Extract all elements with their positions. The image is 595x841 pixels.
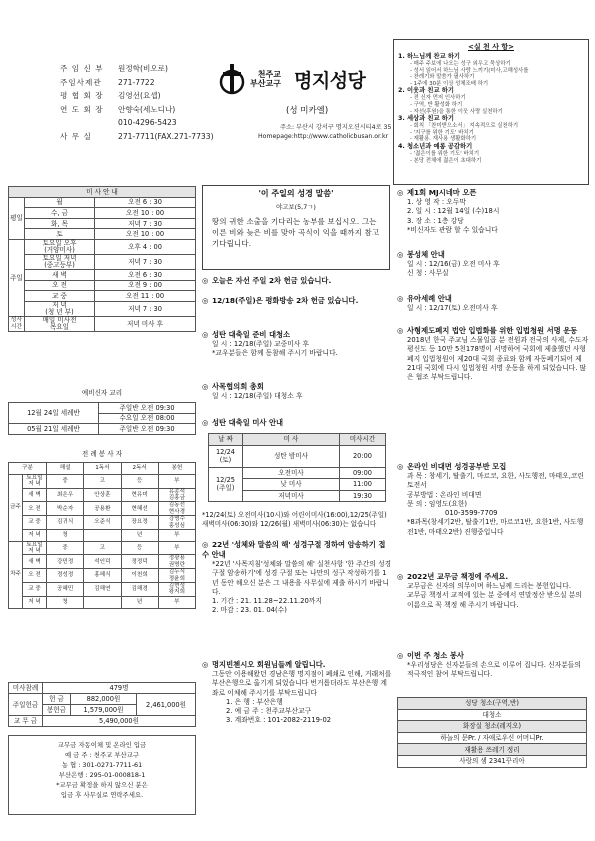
server-cell: 김귀식 [47,516,84,530]
christmas-note: *12/24(토) 오전미사(10시)와 어린이미사(16:00),12/25(주일)새벽미사(06:30)와 12/26(월) 새벽미사(06:30)는 없습니다 [202,511,387,529]
practice-item: - '젊은이를 위한 기도' 바치기 [410,150,480,157]
server-cell: 공용환 [84,502,121,516]
server-cell: 현혜선 [121,502,158,516]
server-row [9,488,196,502]
server-cell: 김해경 [121,583,158,597]
diocese-label: 천주교 부산교구 [250,70,281,88]
server-cell: 장요정 [121,516,158,530]
info-row: 평 협 회 장 김영선(요셉) [60,91,161,101]
server-cell: 토요일 저 녁 [23,474,47,488]
server-row [9,529,196,541]
server-cell: 부 [158,529,195,541]
gospel-title: '이 주일의 성경 말씀' [258,189,334,198]
server-cell [84,596,121,608]
notice-communion: ◎ 봉성체 안내 일 시 : 12/16(금) 오전 미사 후 신 청 : 사무실 [397,250,500,278]
server-cell: 부 [158,596,195,608]
practice-item: - 구역, 반 활성화 하기 [410,101,463,108]
server-row [9,516,196,530]
practice-heading: 1. 하느님께 찬교 하기 [398,53,461,60]
church-name: 명지성당 [294,70,366,92]
server-cell: 최은우 [47,488,84,502]
notice-bible-study: ◎ 온라인 비대면 성경공부반 모집 과 목 : 창세기, 탈출기, 마르코, 요한, 사도행전, 마태오,코린토전서 공부방법 : 온라인 비대면 문 의 : 임영도(요한) 010-3599-7709 *8과목(창세기2반, 탈출기1반, 마르코1반, 요한1반, 사도행전1반, 마태오2반) 진행중입니다 [397,462,584,536]
practice-item: - 찬례기와 말씀가 필사하기 [410,74,475,81]
server-cell: 강민정 [47,555,84,569]
cleaning-table: 성당 청소(구역,반) 대청소 화장실 청소(레지오) 하늘의 문Pr. / 자애로우신 어머니Pr. 재활용 쓰레기 정리 사랑의 샘 2341꾸리아 [397,697,587,768]
notice-pbc: ◎ 12/18(주일)은 평화방송 2차 헌금 있습니다. [202,296,359,305]
practice-heading: 3. 세상과 친교 하기 [398,115,454,123]
server-group-label: 차주 [9,541,23,608]
server-cell: 토요일 저 녁 [23,541,47,555]
server-cell: 교 중 [23,516,47,530]
info-row: 주임사제관 271-7722 [60,77,155,87]
server-cell: 박순자 [47,502,84,516]
server-cell: 등 [121,541,158,555]
info-row: 주 임 신 부 원정학(비오로) [60,64,168,73]
server-row [9,502,196,516]
server-cell: 저 녁 [23,529,47,541]
servers-title: 전 례 봉 사 자 [81,450,123,458]
notice-cleaning-volunteer: ◎ 이번 주 청소 봉사 *우리성당은 신자분들의 손으로 이루어 집니다. 신자분들의 적극적인 참여 부탁드립니다. [397,651,581,679]
notice-death-penalty: ◎ 사형제도폐지 법안 입법화를 위한 입법청원 서명 운동 2018년 한국 주교님 스물일곱 분 전원과 전국의 사제, 수도자 평신도 등 10만 5천178명이 서명하여 국회에 제출했던 사형폐지 입법청원이 제20대 국회 종료와 함께 자동폐기되어 제21대 국회에 다시 입법청원 서명 운동을 하게 되었습니다. 많은 협조 부탁드립니다. [397,326,589,382]
server-row [9,541,196,555]
practice-item: - 재활용. 재사용 생활화하기 [410,136,477,143]
notice-christmas: ◎ 성탄 대축일 미사 안내 [202,418,284,427]
server-cell: 김현성 왕지희 [158,583,195,597]
practice-item: - 성서 읽어서 하느님 사랑 느끼기(미사,고해성사를 [410,67,529,74]
info-row: 연 도 회 장 안향숙(세노디나) [60,104,176,114]
church-address: 주소: 부산시 강서구 명지오션시티4로 35 Homepage:http://www.catholicbusan.or.kr [258,124,392,140]
server-cell: 강명수 홍성심 [158,516,195,530]
server-cell: 오 전 [23,569,47,583]
server-cell: 새 벽 [23,488,47,502]
notice-bible-verse: ◎ 22년 '성체와 말씀의 해' 성경구절 정하여 암송하기 접수 안내 *22년 '사목지침'성체와 말씀의 해' 실천사항 '한 주간의 성경 구절 암송하기'에 성경 구절 또는 나만의 성구 작성하기를 1년 동안 해오신 분은 그 내용을 사무실에 제출 하시기 바랍니다. 1. 기간 : 21. 11.28~22.11.20까지 2. 마감 : 23. 01. 04(수) [202,540,392,615]
practice-heading: 2. 이웃과 친교 하기 [398,87,454,95]
server-cell: 고 [84,474,121,488]
info-row: 사 무 실 271-7711(FAX.271-7733) [60,131,214,141]
server-cell: 오준식 [84,516,121,530]
mass-schedule-table: 미 사 안 내 평일 월 오전 6 : 30 수, 금 오전 10 : 00 화, 목 저녁 7 : 30 토 오전 10 : 00 주일 토요일 오후 (거양미사) 오후 4 : 00 토요일 저녁 (중고등부) 저녁 7 : 30 새 벽 오전 6 : 30 오 전 오전 9 : 00 교 중 오전 11 : 00 저 녁 (청 년 부) 저녁 7 : 30 성사시간 매일 미사전 목요일 저녁 미사 후 [8,186,196,332]
notice-cleaning: ◎ 성탄 대축일 준비 대청소 일 시 : 12/18(주일) 교중미사 후 *교우분들은 함께 동참해 주시기 바랍니다. [202,330,338,358]
server-cell: 년 [121,596,158,608]
info-row: 010-4296-5423 [118,118,177,128]
notice-council: ◎ 사목협의회 총회 일 시 : 12/18(주일) 대청소 후 [202,382,303,400]
server-cell: 현유미 [121,488,158,502]
practice-item: - 매주 주보에 나오는 성구 외우고 묵상하기 [410,61,511,67]
cross-logo-icon [218,62,246,98]
server-cell: 김해연 [84,583,121,597]
server-cell: 이천희 [121,569,158,583]
server-cell: 김동선 현사경 [158,502,195,516]
server-cell: 정광용 권명란 [158,555,195,569]
server-cell: 교 중 [23,583,47,597]
notice-charity: ◎ 오늘은 자선 주일 2차 헌금 있습니다. [202,276,332,285]
practice-item: - 본당 전체에 젊은이 초대하기 [410,157,482,164]
account-box: 교무금 자동이체 및 온라인 입금 예 금 주 : 천주교 부산교구 농 협 : 301-0271-7711-61 부산은행 : 295-01-000818-1 *교무금 확정을 하지 않으신 분은 입금 후 사무실로 연락주세요. [8,735,196,815]
gospel-box [202,185,390,270]
gospel-text: 땅의 귀한 소출을 기다리는 농부를 보십시오. 그는 이른 비와 늦은 비를 맞아 곡식이 익을 때까지 참고 기다립니다. [212,217,380,248]
server-cell: 새 벽 [23,555,47,569]
practice-box: <실 천 사 항> 1. 하느님께 찬교 하기 - 매주 주보에 나오는 성구 외우고 묵상하기 - 성서 읽어서 하느님 사랑 느끼기(미사,고해성사를 - 찬례기와 말씀가 필사하기 - 1주에 30분 이상 성체조배 하기 2. 이웃과 친교 하기 - 전 신자 먼저 인사하기 - 구역, 반 활성화 하기 - 자선(후원)을 통한 이웃 사랑 실천하기 3. 세상과 친교 하기 - 회칙 「찬미받으소서」 지속적으로 실천하기 - '지구를 위한 기도' 바치기 - 재활용. 재사용 생활화하기 4. 청소년과 예롱 공감하기 - '젊은이를 위한 기도' 바치기 - 본당 전체에 젊은이 초대하기 [393,39,589,185]
server-cell: 정성정 [47,569,84,583]
server-cell [84,529,121,541]
practice-item: - 회칙 「찬미받으소서」 지속적으로 실천하기 [410,123,519,130]
practice-item: - 자선(후원)을 통한 이웃 사랑 실천하기 [410,108,503,115]
server-cell: 유종석 김홍금 [158,488,195,502]
server-cell: 정정덕 [121,555,158,569]
server-cell: 부 [158,474,195,488]
practice-item: - 전 신자 먼저 인사하기 [410,95,466,102]
notice-vincent: ◎ 명지빈첸시오 회원님들께 알립니다. 그동안 이용해왔던 경남은행 명지점이 폐쇄로 인해, 거래처를 부산은행으로 옮기게 되었습니다 번거롭더라도 부산은행 계좌로 이체해 주시기를 부탁드립니다 1. 은 행 : 부산은행 2. 예 금 주 : 천주교부산교구 3. 계좌번호 : 101-2082-2119-02 [202,660,392,725]
server-cell: 청 [47,596,84,608]
server-cell: 중 [47,474,84,488]
server-cell: 등 [121,474,158,488]
notice-tithe: ◎ 2022년 교무금 책정에 주세요. 교무금은 신자의 의무이며 하느님께 드리는 봉헌입니다. 교무금 책정서 교적에 있는 분 중에서 연말정산 받으실 분의 이름으로 꼭 책정 해 주시기 바랍니다. [397,572,582,609]
server-row [9,569,196,583]
mass-title: 미 사 안 내 [9,187,196,198]
server-cell: 김두식 정윤희 [158,569,195,583]
server-cell: 오 전 [23,502,47,516]
server-cell: 청 [47,529,84,541]
server-row [9,474,196,488]
christmas-schedule-table: 날 짜 미 사 미사시간 12/24 (토) 성탄 밤미사 20:00 12/25 (주일) 오전미사 09:00 낮 미사 11:00 저녁미사 19:30 [208,433,386,502]
practice-item: - '지구를 위한 기도' 바치기 [410,129,474,136]
gospel-reference: 야고보(5,7ㄱ) [276,203,316,211]
baptism-title: 예비신자 교리 [81,389,123,397]
server-row [9,583,196,597]
notice-infant-baptism: ◎ 유아세례 안내 일 시 : 12/17(토) 오전미사 후 [397,294,498,312]
server-group-label: 금주 [9,474,23,541]
baptism-table: 12월 24일 세례반 주일반 오전 09:30 수요일 오전 08:00 05월 21일 세례반 주일반 오전 09:30 [8,402,196,435]
server-row [9,555,196,569]
notice-cinema: ◎ 제1회 MJ시네마 오픈 1. 상 영 작 : 오두막 2. 일 시 : 12월 14일 (수)18시 3. 장 소 : 1층 강당 *비신자도 관람 할 수 있습니다 [397,188,500,234]
server-cell: 석인덕 [84,555,121,569]
server-cell: 부 [158,541,195,555]
church-patron: (성 미카엘) [286,106,329,116]
finance-table: 미사참례 479명 주일헌금 헌 금 882,000원 2,461,000원 봉헌금 1,579,000원 교 무 금 5,490,000원 [8,682,196,727]
servers-table: 구분 해설 1독서 2독서 봉헌 금주 토요일 저 녁 중 고 등 부 새 벽 최은우 안상훈 현유미 유종석 김홍금 오 전 박순자 공용환 현혜선 김동선 현사경 교 중 김귀식 오준식 장요정 강명수 홍성심 저 녁 청 년 부 차주 토요일 저 녁 중 고 등 부 새 벽 강민정 석인덕 정정덕 정광용 권명란 오 전 정성정 홍혜식 이천희 김두식 정윤희 교 중 공혜민 김해연 김해경 김현성 왕지희 저 녁 청 년 부 [8,462,196,609]
server-cell: 저 녁 [23,596,47,608]
server-cell: 년 [121,529,158,541]
server-row [9,596,196,608]
server-cell: 홍혜식 [84,569,121,583]
church-info [60,62,230,144]
server-cell: 중 [47,541,84,555]
server-cell: 안상훈 [84,488,121,502]
practice-heading: 4. 청소년과 예롱 공감하기 [398,142,473,150]
practice-item: - 1주에 30분 이상 성체조배 하기 [410,80,489,87]
server-cell: 고 [84,541,121,555]
server-cell: 공혜민 [47,583,84,597]
